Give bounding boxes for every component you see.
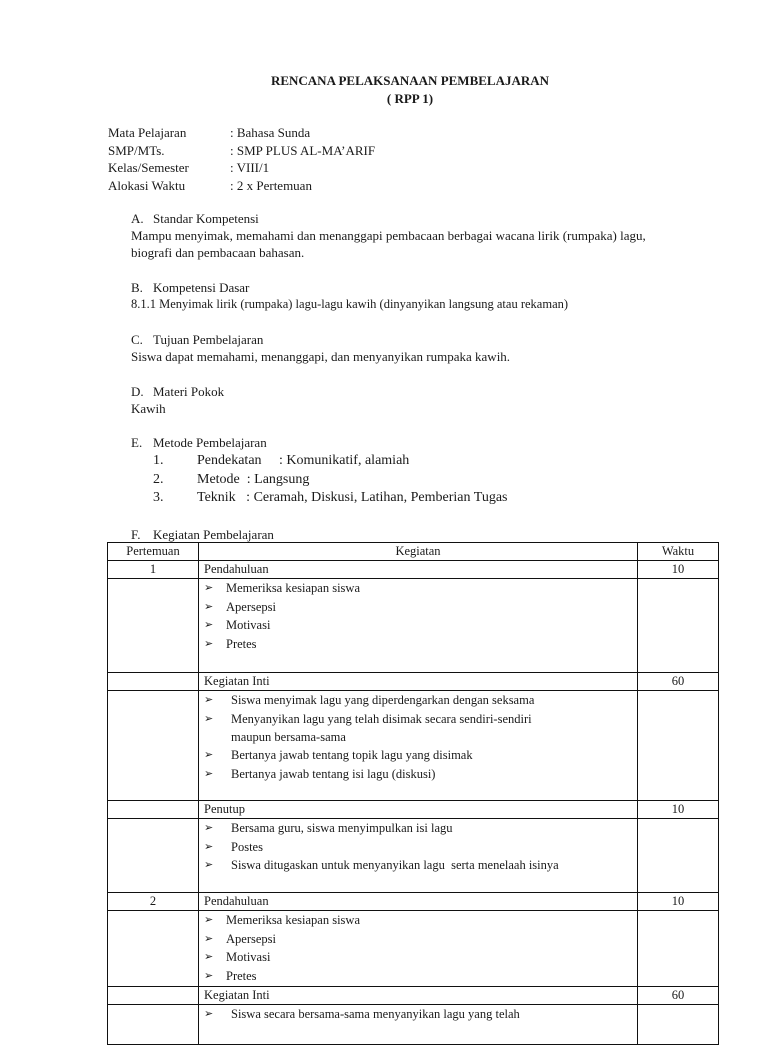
arrow-bullet-icon: ➢ (204, 951, 214, 963)
activity-list (204, 1005, 632, 1024)
list-item-text: Bertanya jawab tentang isi lagu (diskusi) (231, 766, 436, 781)
meta-value: : Bahasa Sunda (230, 125, 311, 140)
section-body: Kawih (131, 401, 166, 416)
header-pertemuan: Pertemuan (108, 543, 199, 561)
meta-row (108, 124, 375, 142)
method-number: 2. (153, 471, 164, 487)
empty-cell (638, 579, 719, 673)
table-header-row (108, 543, 719, 561)
activity-list (204, 911, 632, 985)
section-body: biografi dan pembacaan bahasan. (131, 245, 305, 260)
empty-cell (108, 801, 199, 819)
phase-label: Pendahuluan (199, 893, 638, 911)
arrow-bullet-icon: ➢ (204, 749, 214, 761)
meta-label: Alokasi Waktu (108, 177, 186, 193)
meta-value: : 2 x Pertemuan (230, 177, 312, 193)
list-item (204, 635, 632, 654)
list-item (204, 911, 632, 930)
list-item-text: Memeriksa kesiapan siswa (226, 581, 360, 595)
section-materi-pokok (131, 383, 731, 417)
list-item (204, 1005, 632, 1024)
section-letter: E. (131, 435, 143, 450)
section-heading (131, 383, 731, 400)
section-title: Kegiatan Pembelajaran (153, 527, 274, 542)
empty-cell (108, 987, 199, 1005)
arrow-bullet-icon: ➢ (204, 969, 214, 982)
table-row (108, 673, 719, 691)
arrow-bullet-icon: ➢ (204, 582, 214, 594)
method-number: 3. (153, 490, 164, 505)
list-item-text: Siswa menyimak lagu yang diperdengarkan dengan seksama (231, 693, 535, 707)
list-item (204, 838, 632, 857)
meeting-number: 1 (108, 561, 199, 579)
section-title: Materi Pokok (153, 384, 225, 399)
arrow-bullet-icon: ➢ (204, 637, 214, 650)
list-item-text: Bertanya jawab tentang topik lagu yang disimak (231, 748, 473, 762)
list-item (204, 930, 632, 949)
header-kegiatan: Kegiatan (199, 543, 638, 561)
meta-row (108, 159, 375, 177)
section-heading (131, 331, 731, 348)
activity-list (204, 691, 632, 728)
method-text: Pendekatan : Komunikatif, alamiah (197, 453, 410, 468)
meta-label: SMP/MTs. (108, 142, 165, 158)
arrow-bullet-icon: ➢ (204, 914, 214, 926)
table-row (108, 893, 719, 911)
empty-cell (108, 819, 199, 893)
activity-list-cell (199, 691, 638, 801)
methods-list (153, 452, 507, 508)
arrow-bullet-icon: ➢ (204, 932, 214, 945)
phase-label: Kegiatan Inti (199, 987, 638, 1005)
list-item-text: Apersepsi (226, 931, 276, 946)
empty-cell (638, 911, 719, 987)
section-letter: F. (131, 527, 141, 542)
document-subtitle: ( RPP 1) (386, 91, 434, 106)
phase-time: 60 (638, 673, 719, 691)
method-item (153, 452, 507, 471)
empty-cell (108, 1005, 199, 1045)
section-body: 8.1.1 Menyimak lirik (rumpaka) lagu-lagu kawih (dinyanyikan langsung atau rekaman) (131, 297, 569, 311)
table-row (108, 987, 719, 1005)
empty-cell (638, 1005, 719, 1045)
list-item (204, 579, 632, 598)
table-row (108, 561, 719, 579)
list-item-text: Motivasi (226, 950, 271, 964)
section-kompetensi-dasar (131, 279, 731, 313)
empty-cell (108, 691, 199, 801)
meeting-number: 2 (108, 893, 199, 911)
section-letter: A. (131, 211, 144, 226)
section-kegiatan-pembelajaran (131, 526, 731, 543)
list-item (204, 710, 632, 729)
arrow-bullet-icon: ➢ (204, 712, 214, 725)
method-item (153, 489, 507, 508)
list-item (204, 856, 632, 875)
arrow-bullet-icon: ➢ (204, 840, 214, 853)
table-row (108, 691, 719, 801)
arrow-bullet-icon: ➢ (204, 1008, 214, 1020)
empty-cell (108, 673, 199, 691)
phase-time: 10 (638, 893, 719, 911)
list-item-text: Postes (231, 839, 263, 854)
list-item-continuation: maupun bersama-sama (231, 730, 346, 744)
empty-cell (638, 819, 719, 893)
section-letter: C. (131, 332, 143, 347)
table-row (108, 1005, 719, 1045)
method-item (153, 471, 507, 490)
section-tujuan-pembelajaran (131, 331, 731, 365)
meta-value: : SMP PLUS AL-MA’ARIF (230, 142, 376, 158)
method-text: Metode : Langsung (197, 471, 310, 487)
phase-label: Pendahuluan (199, 561, 638, 579)
identity-block (108, 124, 375, 194)
list-item (204, 948, 632, 967)
section-standar-kompetensi (131, 210, 731, 261)
section-title: Standar Kompetensi (153, 211, 259, 226)
arrow-bullet-icon: ➢ (204, 619, 214, 631)
meta-label: Mata Pelajaran (108, 125, 187, 140)
activity-list (204, 746, 632, 783)
list-item (204, 819, 632, 838)
arrow-bullet-icon: ➢ (204, 767, 214, 780)
meta-row (108, 177, 375, 195)
arrow-bullet-icon: ➢ (204, 822, 214, 834)
arrow-bullet-icon: ➢ (204, 600, 214, 613)
section-heading (131, 434, 731, 451)
meta-row (108, 142, 375, 160)
activity-list (204, 819, 632, 875)
table-row (108, 801, 719, 819)
arrow-bullet-icon: ➢ (204, 694, 214, 706)
section-heading (131, 210, 731, 227)
phase-label: Penutup (199, 801, 638, 819)
list-item-text: Memeriksa kesiapan siswa (226, 913, 360, 927)
section-body: Siswa dapat memahami, menanggapi, dan menyanyikan rumpaka kawih. (131, 349, 511, 364)
list-item-text: Bersama guru, siswa menyimpulkan isi lagu (231, 821, 453, 835)
method-number: 1. (153, 453, 164, 468)
phase-time: 10 (638, 801, 719, 819)
method-text: Teknik : Ceramah, Diskusi, Latihan, Pemberian Tugas (197, 490, 508, 505)
section-body: Mampu menyimak, memahami dan menanggapi pembacaan berbagai wacana lirik (rumpaka) lagu, (131, 228, 646, 243)
list-item (204, 616, 632, 635)
table-row (108, 911, 719, 987)
list-item-text: Menyanyikan lagu yang telah disimak secara sendiri-sendiri (231, 711, 532, 726)
arrow-bullet-icon: ➢ (204, 859, 214, 871)
meta-label: Kelas/Semester (108, 160, 189, 175)
section-letter: B. (131, 280, 143, 295)
list-item-text: Motivasi (226, 618, 271, 632)
list-item (204, 967, 632, 986)
activity-list-cell (199, 579, 638, 673)
activities-table (107, 542, 719, 1045)
list-item (204, 598, 632, 617)
list-item-text: Apersepsi (226, 599, 276, 614)
header-waktu: Waktu (638, 543, 719, 561)
list-item (204, 746, 632, 765)
section-heading (131, 526, 731, 543)
activity-list (204, 579, 632, 653)
table-row (108, 579, 719, 673)
section-title: Tujuan Pembelajaran (153, 332, 264, 347)
section-letter: D. (131, 384, 144, 399)
list-item-text: Siswa ditugaskan untuk menyanyikan lagu serta menelaah isinya (231, 858, 559, 872)
list-item-text: Pretes (226, 636, 257, 651)
phase-time: 10 (638, 561, 719, 579)
section-title: Kompetensi Dasar (153, 280, 250, 295)
empty-cell (108, 911, 199, 987)
section-heading (131, 279, 731, 296)
list-item (204, 765, 632, 784)
table-row (108, 819, 719, 893)
empty-cell (108, 579, 199, 673)
section-title: Metode Pembelajaran (153, 435, 267, 450)
empty-cell (638, 691, 719, 801)
activity-list-cell (199, 911, 638, 987)
activity-list-cell (199, 819, 638, 893)
section-metode-pembelajaran (131, 434, 731, 451)
list-item-text: Siswa secara bersama-sama menyanyikan lagu yang telah (231, 1007, 520, 1021)
phase-label: Kegiatan Inti (199, 673, 638, 691)
activity-list-cell (199, 1005, 638, 1045)
list-item-text: Pretes (226, 968, 257, 983)
phase-time: 60 (638, 987, 719, 1005)
document-title: RENCANA PELAKSANAAN PEMBELAJARAN (270, 73, 550, 88)
list-item (204, 691, 632, 710)
meta-value: : VIII/1 (230, 160, 270, 175)
